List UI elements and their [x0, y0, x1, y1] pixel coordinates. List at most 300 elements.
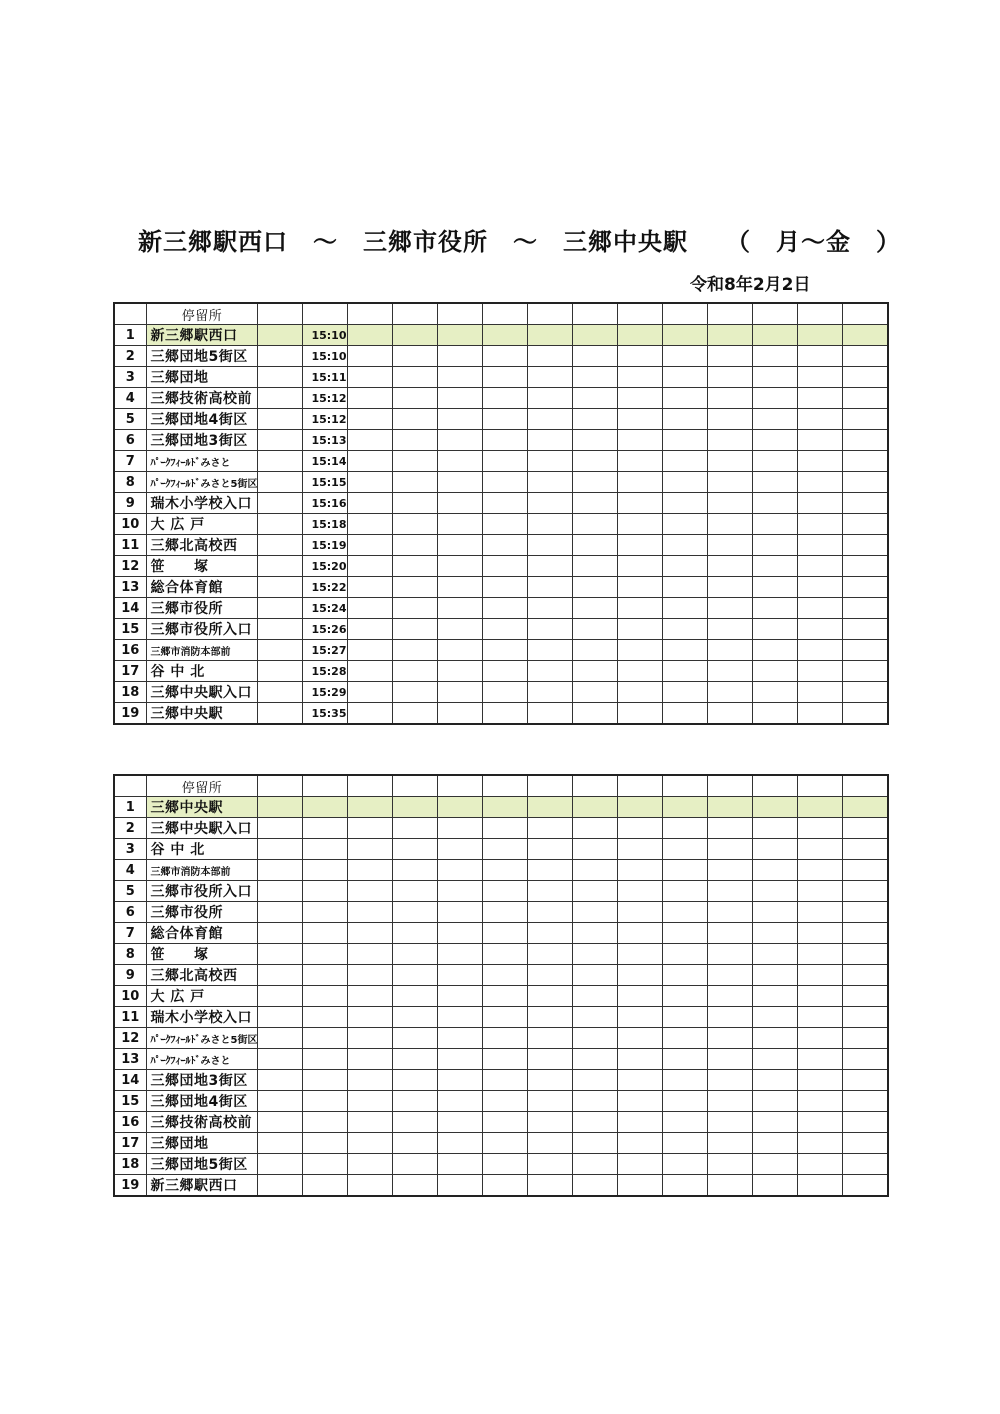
header-cell: [708, 303, 753, 325]
time-cell: [573, 577, 618, 598]
time-cell: [348, 1007, 393, 1028]
time-cell: [843, 325, 888, 346]
time-cell: [348, 818, 393, 839]
time-cell: [573, 388, 618, 409]
time-cell: [753, 661, 798, 682]
time-cell: [753, 818, 798, 839]
time-cell: [753, 1112, 798, 1133]
time-cell: [528, 619, 573, 640]
time-cell: [348, 619, 393, 640]
stop-number: 1: [114, 797, 146, 818]
time-cell: [528, 1007, 573, 1028]
time-cell: [573, 472, 618, 493]
time-cell: [663, 619, 708, 640]
time-cell: [843, 1049, 888, 1070]
table-row: [114, 661, 888, 682]
time-cell: [753, 860, 798, 881]
table-row: [114, 797, 888, 818]
time-cell: [348, 944, 393, 965]
time-cell: [438, 944, 483, 965]
table-row: [114, 986, 888, 1007]
departure-time: [303, 1049, 348, 1070]
time-cell: [618, 535, 663, 556]
time-cell: [798, 409, 843, 430]
time-cell: [258, 818, 303, 839]
time-cell: [753, 493, 798, 514]
time-cell: [618, 451, 663, 472]
header-cell: [303, 775, 348, 797]
time-cell: [663, 986, 708, 1007]
time-cell: [708, 1175, 753, 1197]
stop-name: 三郷市役所: [146, 598, 258, 619]
time-cell: [393, 1091, 438, 1112]
header-row: [114, 303, 888, 325]
time-cell: [348, 839, 393, 860]
time-cell: [438, 409, 483, 430]
time-cell: [753, 1154, 798, 1175]
time-cell: [618, 430, 663, 451]
time-cell: [573, 1175, 618, 1197]
stop-name: 三郷団地5街区: [146, 346, 258, 367]
departure-time: 15:11: [303, 367, 348, 388]
time-cell: [708, 839, 753, 860]
time-cell: [663, 1133, 708, 1154]
time-cell: [798, 1154, 843, 1175]
time-cell: [708, 1112, 753, 1133]
time-cell: [393, 1133, 438, 1154]
time-cell: [573, 839, 618, 860]
table-row: [114, 535, 888, 556]
time-cell: [438, 1007, 483, 1028]
time-cell: [528, 797, 573, 818]
time-cell: [843, 797, 888, 818]
stop-number: 15: [114, 619, 146, 640]
time-cell: [393, 472, 438, 493]
time-cell: [753, 1049, 798, 1070]
time-cell: [663, 944, 708, 965]
time-cell: [708, 902, 753, 923]
time-cell: [483, 556, 528, 577]
time-cell: [573, 1133, 618, 1154]
time-cell: [843, 388, 888, 409]
stop-number: 14: [114, 1070, 146, 1091]
stop-name: ﾊﾟｰｸﾌｨｰﾙﾄﾞみさと5街区: [146, 472, 258, 493]
time-cell: [348, 577, 393, 598]
departure-time: 15:15: [303, 472, 348, 493]
time-cell: [258, 1133, 303, 1154]
time-cell: [258, 640, 303, 661]
time-cell: [573, 556, 618, 577]
time-cell: [753, 1007, 798, 1028]
stop-number: 5: [114, 409, 146, 430]
stop-number: 2: [114, 818, 146, 839]
table-row: [114, 1112, 888, 1133]
time-cell: [618, 514, 663, 535]
time-cell: [258, 986, 303, 1007]
time-cell: [843, 661, 888, 682]
stop-number: 4: [114, 860, 146, 881]
time-cell: [393, 923, 438, 944]
time-cell: [438, 965, 483, 986]
time-cell: [663, 409, 708, 430]
time-cell: [348, 881, 393, 902]
time-cell: [258, 1112, 303, 1133]
time-cell: [708, 388, 753, 409]
stop-number: 16: [114, 1112, 146, 1133]
table-row: [114, 682, 888, 703]
time-cell: [708, 325, 753, 346]
table-row: [114, 367, 888, 388]
departure-time: [303, 881, 348, 902]
time-cell: [483, 409, 528, 430]
time-cell: [663, 640, 708, 661]
time-cell: [573, 1070, 618, 1091]
time-cell: [483, 965, 528, 986]
time-cell: [798, 1175, 843, 1197]
time-cell: [573, 619, 618, 640]
stop-number: 13: [114, 1049, 146, 1070]
time-cell: [618, 367, 663, 388]
header-cell: [303, 303, 348, 325]
time-cell: [528, 661, 573, 682]
time-cell: [663, 451, 708, 472]
time-cell: [708, 944, 753, 965]
time-cell: [798, 640, 843, 661]
time-cell: [438, 346, 483, 367]
time-cell: [258, 881, 303, 902]
departure-time: [303, 860, 348, 881]
stop-name: 三郷技術高校前: [146, 388, 258, 409]
time-cell: [753, 986, 798, 1007]
time-cell: [393, 451, 438, 472]
time-cell: [573, 1154, 618, 1175]
time-cell: [573, 986, 618, 1007]
time-cell: [438, 556, 483, 577]
time-cell: [753, 902, 798, 923]
time-cell: [798, 797, 843, 818]
departure-time: [303, 1175, 348, 1197]
time-cell: [798, 1112, 843, 1133]
time-cell: [753, 640, 798, 661]
time-cell: [618, 965, 663, 986]
header-stop-label: 停留所: [146, 775, 258, 797]
time-cell: [438, 514, 483, 535]
time-cell: [753, 682, 798, 703]
time-cell: [483, 640, 528, 661]
time-cell: [708, 346, 753, 367]
time-cell: [843, 703, 888, 725]
time-cell: [843, 923, 888, 944]
time-cell: [573, 797, 618, 818]
time-cell: [753, 1070, 798, 1091]
time-cell: [573, 346, 618, 367]
time-cell: [843, 1070, 888, 1091]
time-cell: [573, 1028, 618, 1049]
time-cell: [753, 367, 798, 388]
stop-name: 三郷中央駅: [146, 797, 258, 818]
departure-time: 15:29: [303, 682, 348, 703]
stop-number: 15: [114, 1091, 146, 1112]
time-cell: [798, 902, 843, 923]
stop-number: 3: [114, 367, 146, 388]
time-cell: [393, 430, 438, 451]
time-cell: [393, 1049, 438, 1070]
time-cell: [753, 577, 798, 598]
time-cell: [798, 556, 843, 577]
time-cell: [393, 1175, 438, 1197]
time-cell: [528, 1112, 573, 1133]
time-cell: [483, 1070, 528, 1091]
table-row: [114, 619, 888, 640]
time-cell: [573, 493, 618, 514]
time-cell: [348, 367, 393, 388]
time-cell: [843, 1007, 888, 1028]
time-cell: [618, 493, 663, 514]
time-cell: [483, 860, 528, 881]
time-cell: [843, 986, 888, 1007]
header-cell: [798, 303, 843, 325]
time-cell: [618, 818, 663, 839]
time-cell: [618, 1070, 663, 1091]
table-row: [114, 1154, 888, 1175]
table-row: [114, 965, 888, 986]
time-cell: [528, 640, 573, 661]
departure-time: [303, 1091, 348, 1112]
header-cell: [573, 775, 618, 797]
header-cell: [393, 303, 438, 325]
table-row: [114, 556, 888, 577]
time-cell: [573, 944, 618, 965]
time-cell: [708, 986, 753, 1007]
time-cell: [618, 1091, 663, 1112]
table-row: [114, 902, 888, 923]
time-cell: [843, 409, 888, 430]
stop-number: 8: [114, 472, 146, 493]
time-cell: [483, 577, 528, 598]
time-cell: [843, 944, 888, 965]
departure-time: 15:12: [303, 388, 348, 409]
time-cell: [393, 881, 438, 902]
time-cell: [798, 1049, 843, 1070]
time-cell: [708, 556, 753, 577]
time-cell: [798, 682, 843, 703]
stop-number: 17: [114, 1133, 146, 1154]
stop-name: 瑞木小学校入口: [146, 493, 258, 514]
stop-number: 7: [114, 923, 146, 944]
time-cell: [528, 860, 573, 881]
departure-time: [303, 839, 348, 860]
time-cell: [618, 577, 663, 598]
time-cell: [708, 860, 753, 881]
time-cell: [483, 682, 528, 703]
departure-time: [303, 1007, 348, 1028]
time-cell: [843, 839, 888, 860]
header-cell: [348, 303, 393, 325]
time-cell: [573, 430, 618, 451]
stop-name: 総合体育館: [146, 923, 258, 944]
table-row: [114, 1091, 888, 1112]
time-cell: [618, 1028, 663, 1049]
time-cell: [393, 1028, 438, 1049]
stop-name: 三郷北高校西: [146, 535, 258, 556]
time-cell: [843, 493, 888, 514]
departure-time: 15:27: [303, 640, 348, 661]
time-cell: [528, 493, 573, 514]
time-cell: [798, 1133, 843, 1154]
time-cell: [393, 640, 438, 661]
time-cell: [348, 430, 393, 451]
time-cell: [663, 1112, 708, 1133]
time-cell: [393, 860, 438, 881]
table-row: [114, 703, 888, 725]
time-cell: [573, 1049, 618, 1070]
time-cell: [798, 661, 843, 682]
time-cell: [528, 703, 573, 725]
time-cell: [258, 682, 303, 703]
departure-time: [303, 797, 348, 818]
time-cell: [798, 860, 843, 881]
time-cell: [258, 430, 303, 451]
time-cell: [663, 881, 708, 902]
time-cell: [528, 1133, 573, 1154]
table-row: [114, 640, 888, 661]
table-row: [114, 577, 888, 598]
time-cell: [528, 430, 573, 451]
time-cell: [483, 598, 528, 619]
time-cell: [753, 1028, 798, 1049]
time-cell: [798, 388, 843, 409]
table-row: [114, 1028, 888, 1049]
time-cell: [348, 472, 393, 493]
stop-name: 三郷団地: [146, 367, 258, 388]
time-cell: [663, 388, 708, 409]
stop-number: 6: [114, 430, 146, 451]
time-cell: [348, 661, 393, 682]
time-cell: [708, 1028, 753, 1049]
header-cell: [393, 775, 438, 797]
header-cell: [114, 775, 146, 797]
time-cell: [573, 881, 618, 902]
time-cell: [573, 661, 618, 682]
time-cell: [348, 640, 393, 661]
time-cell: [663, 1007, 708, 1028]
time-cell: [618, 923, 663, 944]
time-cell: [348, 388, 393, 409]
time-cell: [393, 818, 438, 839]
time-cell: [438, 1175, 483, 1197]
time-cell: [393, 535, 438, 556]
time-cell: [438, 902, 483, 923]
time-cell: [618, 640, 663, 661]
time-cell: [843, 682, 888, 703]
time-cell: [483, 1028, 528, 1049]
time-cell: [618, 598, 663, 619]
time-cell: [663, 860, 708, 881]
departure-time: 15:14: [303, 451, 348, 472]
time-cell: [618, 1007, 663, 1028]
time-cell: [393, 797, 438, 818]
time-cell: [258, 965, 303, 986]
time-cell: [798, 493, 843, 514]
time-cell: [753, 598, 798, 619]
time-cell: [438, 577, 483, 598]
time-cell: [708, 619, 753, 640]
header-cell: [438, 775, 483, 797]
time-cell: [708, 1070, 753, 1091]
table-row: [114, 409, 888, 430]
time-cell: [573, 535, 618, 556]
stop-number: 11: [114, 535, 146, 556]
stop-number: 12: [114, 556, 146, 577]
time-cell: [843, 1175, 888, 1197]
time-cell: [258, 1070, 303, 1091]
time-cell: [573, 367, 618, 388]
time-cell: [708, 1154, 753, 1175]
time-cell: [753, 619, 798, 640]
table-row: [114, 1175, 888, 1197]
time-cell: [663, 797, 708, 818]
time-cell: [483, 944, 528, 965]
time-cell: [258, 703, 303, 725]
time-cell: [438, 797, 483, 818]
time-cell: [348, 598, 393, 619]
time-cell: [393, 619, 438, 640]
time-cell: [753, 346, 798, 367]
stop-name: 三郷団地4街区: [146, 409, 258, 430]
time-cell: [663, 514, 708, 535]
time-cell: [393, 839, 438, 860]
time-cell: [438, 598, 483, 619]
time-cell: [258, 388, 303, 409]
time-cell: [663, 367, 708, 388]
time-cell: [618, 661, 663, 682]
stop-name: 谷 中 北: [146, 661, 258, 682]
time-cell: [573, 640, 618, 661]
time-cell: [393, 367, 438, 388]
time-cell: [663, 682, 708, 703]
time-cell: [438, 923, 483, 944]
time-cell: [483, 472, 528, 493]
header-cell: [483, 303, 528, 325]
stop-number: 19: [114, 703, 146, 725]
time-cell: [438, 986, 483, 1007]
time-cell: [393, 986, 438, 1007]
stop-name: 三郷市消防本部前: [146, 860, 258, 881]
time-cell: [483, 1112, 528, 1133]
time-cell: [528, 409, 573, 430]
time-cell: [258, 409, 303, 430]
time-cell: [753, 325, 798, 346]
time-cell: [708, 535, 753, 556]
time-cell: [573, 1112, 618, 1133]
time-cell: [438, 1049, 483, 1070]
time-cell: [798, 367, 843, 388]
time-cell: [798, 1007, 843, 1028]
time-cell: [798, 535, 843, 556]
time-cell: [258, 1007, 303, 1028]
time-cell: [663, 493, 708, 514]
time-cell: [843, 818, 888, 839]
header-cell: [843, 303, 888, 325]
time-cell: [528, 881, 573, 902]
header-cell: [798, 775, 843, 797]
time-cell: [798, 703, 843, 725]
time-cell: [708, 797, 753, 818]
time-cell: [843, 472, 888, 493]
time-cell: [438, 640, 483, 661]
departure-time: 15:10: [303, 346, 348, 367]
stop-name: 笹 塚: [146, 556, 258, 577]
